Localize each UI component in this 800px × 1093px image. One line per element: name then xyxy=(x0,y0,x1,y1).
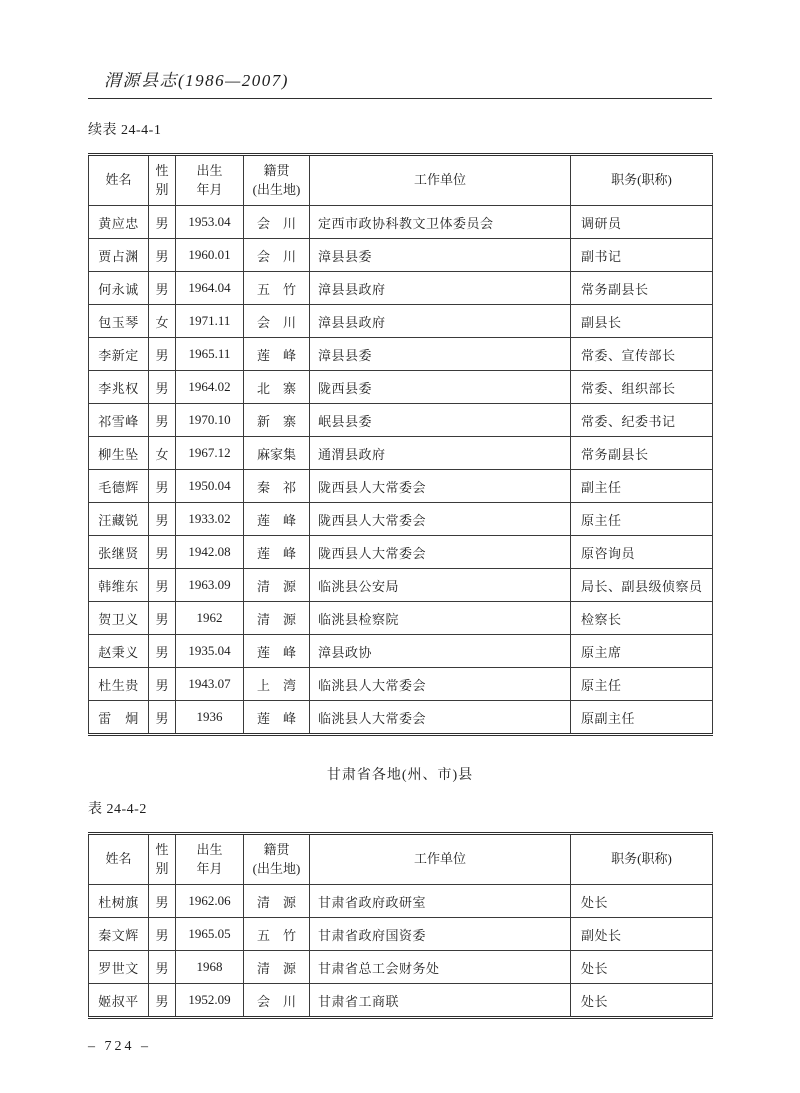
table-row xyxy=(89,885,713,918)
cell-origin: 新 寨 xyxy=(244,404,310,437)
table-1-body xyxy=(89,206,713,735)
cell-position: 常务副县长 xyxy=(571,437,713,470)
cell-origin: 会 川 xyxy=(244,984,310,1018)
table-row xyxy=(89,239,713,272)
cell-birth: 1968 xyxy=(176,951,244,984)
cell-position: 调研员 xyxy=(571,206,713,239)
cell-position: 常委、组织部长 xyxy=(571,371,713,404)
cell-position: 处长 xyxy=(571,885,713,918)
cell-birth: 1962 xyxy=(176,602,244,635)
cell-position: 原主任 xyxy=(571,503,713,536)
cell-gender: 男 xyxy=(149,239,176,272)
cell-name: 雷 炯 xyxy=(89,701,149,735)
cell-unit: 通渭县政府 xyxy=(310,437,571,470)
table-row xyxy=(89,984,713,1018)
col-header-name: 姓名 xyxy=(89,834,149,885)
table-row xyxy=(89,918,713,951)
cell-position: 原咨询员 xyxy=(571,536,713,569)
cell-position: 局长、副县级侦察员 xyxy=(571,569,713,602)
cell-gender: 男 xyxy=(149,885,176,918)
cell-origin: 上 湾 xyxy=(244,668,310,701)
col-header-name: 姓名 xyxy=(89,155,149,206)
cell-origin: 五 竹 xyxy=(244,272,310,305)
cell-unit: 陇西县人大常委会 xyxy=(310,536,571,569)
col-header-origin: 籍贯 (出生地) xyxy=(244,155,310,206)
table-row xyxy=(89,206,713,239)
cell-unit: 定西市政协科教文卫体委员会 xyxy=(310,206,571,239)
cell-unit: 甘肃省政府政研室 xyxy=(310,885,571,918)
cell-birth: 1935.04 xyxy=(176,635,244,668)
cell-name: 包玉琴 xyxy=(89,305,149,338)
cell-position: 原主任 xyxy=(571,668,713,701)
cell-birth: 1950.04 xyxy=(176,470,244,503)
cell-position: 处长 xyxy=(571,984,713,1018)
header-row xyxy=(89,155,713,206)
cell-gender: 女 xyxy=(149,437,176,470)
cell-origin: 清 源 xyxy=(244,602,310,635)
table-row xyxy=(89,536,713,569)
cell-gender: 男 xyxy=(149,701,176,735)
table-row xyxy=(89,503,713,536)
table-1-caption: 续表 24-4-1 xyxy=(88,123,162,138)
col-header-position: 职务(职称) xyxy=(571,155,713,206)
cell-birth: 1960.01 xyxy=(176,239,244,272)
cell-name: 黄应忠 xyxy=(89,206,149,239)
cell-origin: 会 川 xyxy=(244,206,310,239)
cell-name: 贾占渊 xyxy=(89,239,149,272)
cell-position: 原副主任 xyxy=(571,701,713,735)
cell-unit: 甘肃省工商联 xyxy=(310,984,571,1018)
cell-gender: 男 xyxy=(149,404,176,437)
table-row xyxy=(89,635,713,668)
table-row xyxy=(89,701,713,735)
col-header-birth: 出生 年月 xyxy=(176,834,244,885)
cell-origin: 莲 峰 xyxy=(244,338,310,371)
cell-unit: 漳县县政府 xyxy=(310,272,571,305)
cell-birth: 1965.11 xyxy=(176,338,244,371)
cell-origin: 清 源 xyxy=(244,569,310,602)
table-2-header xyxy=(89,834,713,885)
running-head-title: 渭源县志(1986—2007) xyxy=(104,71,289,90)
cell-gender: 男 xyxy=(149,951,176,984)
cell-origin: 秦 祁 xyxy=(244,470,310,503)
cell-gender: 男 xyxy=(149,918,176,951)
cell-unit: 岷县县委 xyxy=(310,404,571,437)
cell-unit: 陇西县委 xyxy=(310,371,571,404)
cell-position: 常务副县长 xyxy=(571,272,713,305)
cell-gender: 男 xyxy=(149,338,176,371)
cell-name: 柳生坠 xyxy=(89,437,149,470)
cell-gender: 男 xyxy=(149,984,176,1018)
cell-origin: 会 川 xyxy=(244,239,310,272)
cell-birth: 1942.08 xyxy=(176,536,244,569)
cell-origin: 会 川 xyxy=(244,305,310,338)
cell-birth: 1943.07 xyxy=(176,668,244,701)
cell-unit: 漳县县委 xyxy=(310,239,571,272)
cell-gender: 男 xyxy=(149,536,176,569)
cell-gender: 男 xyxy=(149,668,176,701)
table-row xyxy=(89,668,713,701)
cell-gender: 男 xyxy=(149,206,176,239)
cell-name: 韩维东 xyxy=(89,569,149,602)
cell-origin: 北 寨 xyxy=(244,371,310,404)
page-number: – 724 – xyxy=(88,1039,151,1054)
cell-origin: 莲 峰 xyxy=(244,701,310,735)
table-row xyxy=(89,371,713,404)
table-row xyxy=(89,404,713,437)
cell-position: 常委、宣传部长 xyxy=(571,338,713,371)
cell-name: 毛德辉 xyxy=(89,470,149,503)
cell-gender: 男 xyxy=(149,503,176,536)
cell-origin: 莲 峰 xyxy=(244,536,310,569)
col-header-origin: 籍贯 (出生地) xyxy=(244,834,310,885)
cell-name: 罗世文 xyxy=(89,951,149,984)
cell-birth: 1962.06 xyxy=(176,885,244,918)
cell-gender: 男 xyxy=(149,602,176,635)
cell-unit: 甘肃省政府国资委 xyxy=(310,918,571,951)
cell-birth: 1964.02 xyxy=(176,371,244,404)
cell-birth: 1933.02 xyxy=(176,503,244,536)
cell-birth: 1964.04 xyxy=(176,272,244,305)
table-row xyxy=(89,437,713,470)
col-header-gender: 性 别 xyxy=(149,834,176,885)
cell-birth: 1970.10 xyxy=(176,404,244,437)
cell-birth: 1971.11 xyxy=(176,305,244,338)
cell-unit: 漳县县政府 xyxy=(310,305,571,338)
cell-unit: 甘肃省总工会财务处 xyxy=(310,951,571,984)
table-2-body xyxy=(89,885,713,1018)
cell-position: 副县长 xyxy=(571,305,713,338)
table-row xyxy=(89,602,713,635)
page-content xyxy=(88,0,712,1055)
cell-origin: 莲 峰 xyxy=(244,503,310,536)
cell-name: 李兆权 xyxy=(89,371,149,404)
header-rule xyxy=(88,98,712,99)
cell-position: 原主席 xyxy=(571,635,713,668)
table-row xyxy=(89,951,713,984)
cell-birth: 1965.05 xyxy=(176,918,244,951)
table-24-4-2 xyxy=(88,832,713,1019)
cell-gender: 男 xyxy=(149,470,176,503)
table-24-4-1 xyxy=(88,153,713,736)
cell-unit: 漳县政协 xyxy=(310,635,571,668)
cell-name: 杜生贵 xyxy=(89,668,149,701)
table-row xyxy=(89,470,713,503)
col-header-unit: 工作单位 xyxy=(310,834,571,885)
cell-position: 副书记 xyxy=(571,239,713,272)
cell-name: 秦文辉 xyxy=(89,918,149,951)
cell-gender: 女 xyxy=(149,305,176,338)
cell-name: 姬叔平 xyxy=(89,984,149,1018)
cell-origin: 莲 峰 xyxy=(244,635,310,668)
table-row xyxy=(89,272,713,305)
cell-origin: 五 竹 xyxy=(244,918,310,951)
cell-unit: 临洮县人大常委会 xyxy=(310,701,571,735)
cell-unit: 陇西县人大常委会 xyxy=(310,470,571,503)
col-header-position: 职务(职称) xyxy=(571,834,713,885)
cell-gender: 男 xyxy=(149,272,176,305)
col-header-birth: 出生 年月 xyxy=(176,155,244,206)
col-header-unit: 工作单位 xyxy=(310,155,571,206)
section-title: 甘肃省各地(州、市)县 xyxy=(326,768,474,783)
cell-position: 副处长 xyxy=(571,918,713,951)
col-header-gender: 性 别 xyxy=(149,155,176,206)
cell-gender: 男 xyxy=(149,635,176,668)
cell-name: 祁雪峰 xyxy=(89,404,149,437)
cell-unit: 临洮县公安局 xyxy=(310,569,571,602)
table-2-caption: 表 24-4-2 xyxy=(88,802,147,817)
cell-unit: 临洮县检察院 xyxy=(310,602,571,635)
header-row xyxy=(89,834,713,885)
cell-name: 贺卫义 xyxy=(89,602,149,635)
cell-name: 赵秉义 xyxy=(89,635,149,668)
cell-birth: 1952.09 xyxy=(176,984,244,1018)
cell-birth: 1963.09 xyxy=(176,569,244,602)
cell-name: 杜树旗 xyxy=(89,885,149,918)
table-row xyxy=(89,305,713,338)
cell-birth: 1936 xyxy=(176,701,244,735)
cell-name: 张继贤 xyxy=(89,536,149,569)
cell-origin: 麻家集 xyxy=(244,437,310,470)
cell-name: 何永诚 xyxy=(89,272,149,305)
cell-position: 副主任 xyxy=(571,470,713,503)
cell-name: 李新定 xyxy=(89,338,149,371)
cell-birth: 1967.12 xyxy=(176,437,244,470)
cell-gender: 男 xyxy=(149,371,176,404)
table-row xyxy=(89,338,713,371)
table-row xyxy=(89,569,713,602)
cell-unit: 临洮县人大常委会 xyxy=(310,668,571,701)
cell-position: 检察长 xyxy=(571,602,713,635)
cell-unit: 漳县县委 xyxy=(310,338,571,371)
cell-unit: 陇西县人大常委会 xyxy=(310,503,571,536)
cell-gender: 男 xyxy=(149,569,176,602)
cell-position: 常委、纪委书记 xyxy=(571,404,713,437)
cell-name: 汪藏锐 xyxy=(89,503,149,536)
cell-position: 处长 xyxy=(571,951,713,984)
table-1-header xyxy=(89,155,713,206)
cell-origin: 清 源 xyxy=(244,951,310,984)
cell-birth: 1953.04 xyxy=(176,206,244,239)
cell-origin: 清 源 xyxy=(244,885,310,918)
